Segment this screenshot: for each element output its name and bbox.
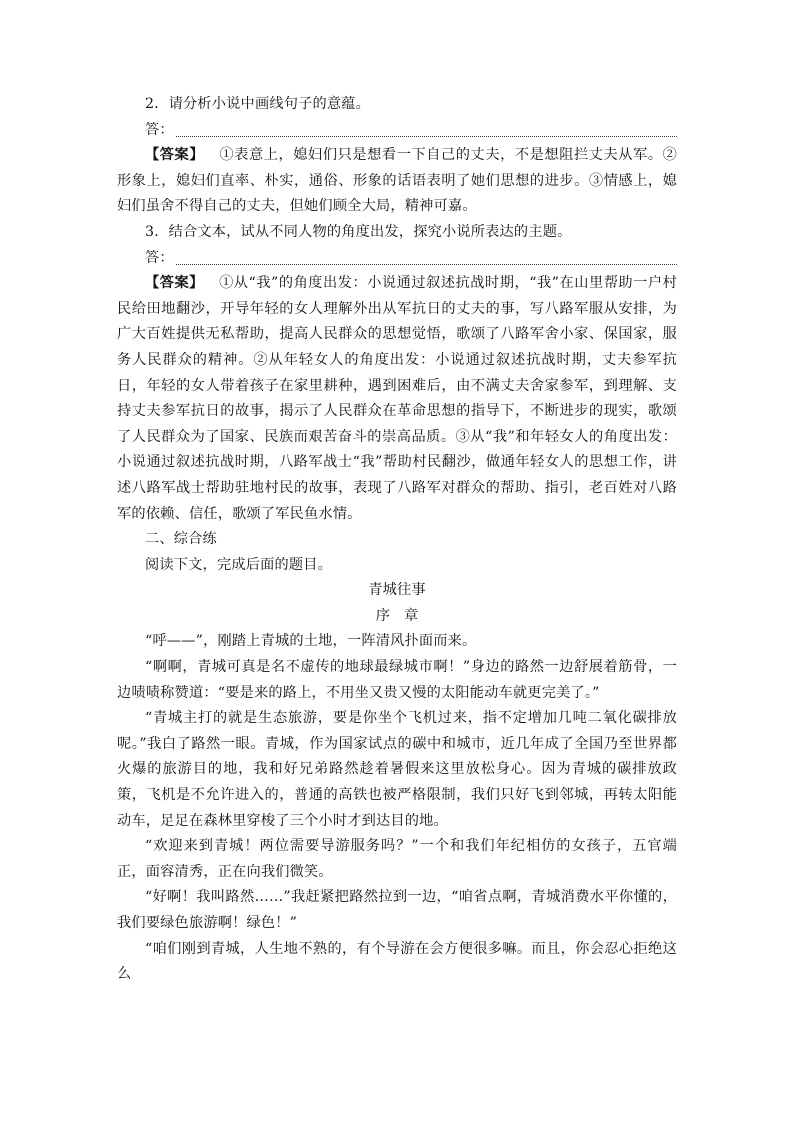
answer-text: ①表意上，媳妇们只是想看一下自己的丈夫，不是想阻拦丈夫从军。②形象上，媳妇们直率、朴实，通俗、形象的话语表明了她们思想的进步。③情感上，媳妇们虽舍不得自己的丈夫，但她们顾全大局，精神可嘉。 bbox=[117, 147, 678, 215]
document-page bbox=[117, 92, 677, 988]
answer-line-2[interactable] bbox=[117, 118, 677, 144]
answer-line-3[interactable] bbox=[117, 246, 677, 272]
story-title: 青城往事 bbox=[368, 582, 426, 599]
answer-label: 【答案】 bbox=[145, 147, 205, 164]
section-instruction: 阅读下文，完成后面的题目。 bbox=[145, 556, 333, 573]
question-3: 3．结合文本，试从不同人物的角度出发，探究小说所表达的主题。 bbox=[145, 223, 572, 240]
chapter-title: 序章 bbox=[375, 607, 433, 624]
answer-prefix: 答： bbox=[145, 121, 174, 138]
story-paragraph: “呼——”，刚踏上青城的土地，一阵清风扑面而来。 bbox=[145, 633, 477, 650]
answer-2 bbox=[117, 143, 677, 220]
section-heading: 二、综合练 bbox=[145, 531, 217, 548]
answer-3 bbox=[117, 271, 677, 527]
story-paragraph: “好啊！我叫路然……”我赶紧把路然拉到一边，“咱省点啊，青城消费水平你懂的，我们要绿色旅游啊！绿色！” bbox=[117, 889, 677, 931]
answer-blank bbox=[176, 122, 677, 137]
story-paragraph: “咱们刚到青城，人生地不熟的，有个导游在会方便很多嘛。而且，你会忍心拒绝这么 bbox=[117, 940, 677, 983]
answer-label: 【答案】 bbox=[145, 275, 204, 292]
answer-prefix: 答： bbox=[145, 249, 174, 266]
answer-text: ①从“我”的角度出发：小说通过叙述抗战时期，“我”在山里帮助一户村民给田地翻沙，开导年轻的女人理解外出从军抗日的丈夫的事，写八路军服从安排，为广大百姓提供无私帮助，提高人民群众的思想觉悟，歌颂了八路军舍小家、保国家，服务人民群众的精神。②从年轻女人的角度出发：小说通过叙述抗战时期，丈夫参军抗日，年轻的女人带着孩子在家里耕种，遇到困难后，由不满丈夫舍家参军，到理解、支持丈夫参军抗日的故事，揭示了人民群众在革命思想的指导下，不断进步的现实，歌颂了人民群众为了国家、民族而艰苦奋斗的崇高品质。③从“我”和年轻女人的角度出发：小说通过叙述抗战时期，八路军战士“我”帮助村民翻沙，做通年轻女人的思想工作，讲述八路军战士帮助驻地村民的故事，表现了八路军对群众的帮助、指引，老百姓对八路军的依赖、信任，歌颂了军民鱼水情。 bbox=[117, 275, 677, 522]
story-paragraph: “啊啊，青城可真是名不虚传的地球最绿城市啊！”身边的路然一边舒展着筋骨，一边啧啧称赞道：“要是来的路上，不用坐又贵又慢的太阳能动车就更完美了。” bbox=[117, 659, 677, 701]
question-2: 2．请分析小说中画线句子的意蕴。 bbox=[145, 96, 371, 112]
answer-blank bbox=[176, 250, 677, 265]
story-paragraph: “青城主打的就是生态旅游，要是你坐个飞机过来，指不定增加几吨二氧化碳排放呢。”我白了路然一眼。青城，作为国家试点的碳中和城市，近几年成了全国乃至世界都火爆的旅游目的地，我和好兄弟路然趁着暑假来这里放松身心。因为青城的碳排放政策，飞机是不允许进入的，普通的高铁也被严格限制，我们只好飞到邻城，再转太阳能动车，足足在森林里穿梭了三个小时才到达目的地。 bbox=[117, 710, 677, 829]
story-paragraph: “欢迎来到青城！两位需要导游服务吗？”一个和我们年纪相仿的女孩子，五官端正，面容清秀，正在向我们微笑。 bbox=[117, 838, 677, 880]
